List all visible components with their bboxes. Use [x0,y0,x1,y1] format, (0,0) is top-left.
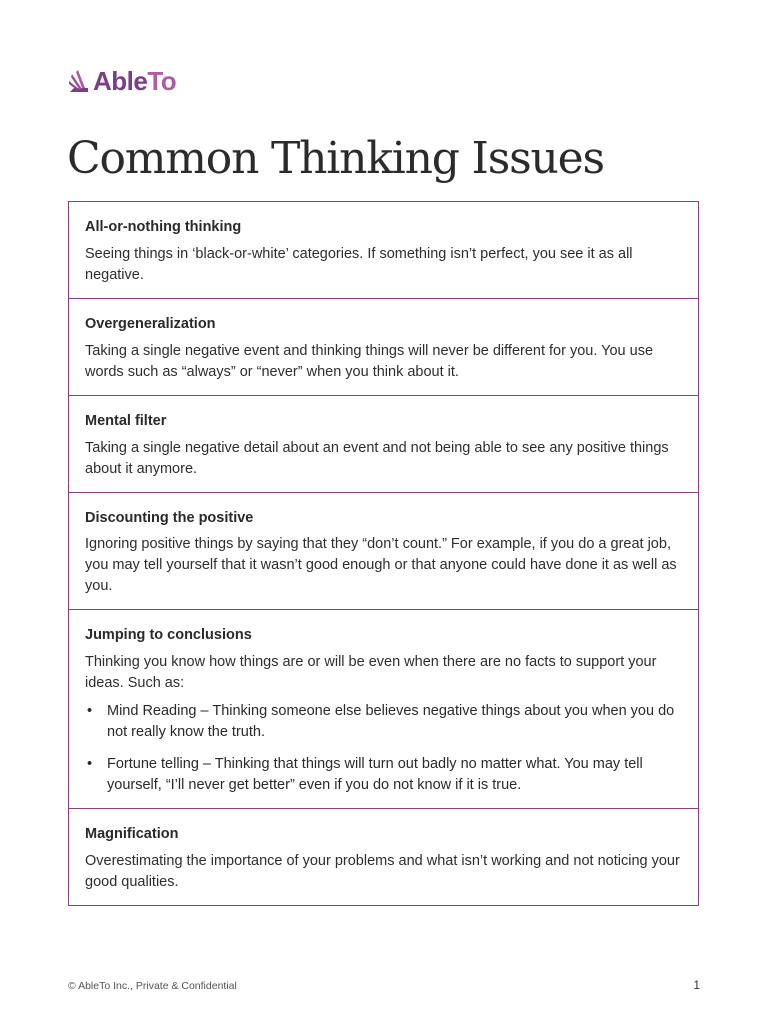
page-title: Common Thinking Issues [67,133,604,184]
issue-title: Jumping to conclusions [85,627,252,644]
issue-row [69,492,698,610]
issue-description: Taking a single negative detail about an event and not being able to see any positive things about it anymore. [85,439,669,477]
issue-row [69,202,698,298]
issue-title: Mental filter [85,412,167,429]
issue-title: Magnification [85,826,179,843]
issue-row [69,395,698,492]
issue-row [69,609,698,808]
ableto-logo [68,68,176,94]
issue-row [69,808,698,905]
issue-description: Thinking you know how things are or will be even when there are no facts to support your ideas. Such as: [85,654,657,692]
issue-description: Taking a single negative event and thinking things will never be different for you. You use words such as “always” or “never” when you think about it. [85,342,654,380]
issue-description: Seeing things in ‘black-or-white’ categories. If something isn’t perfect, you see it as all negative. [85,245,633,283]
logo-wordmark: AbleTo [93,66,177,96]
issue-description: Ignoring positive things by saying that they “don’t count.” For example, if you do a great job, you may tell yourself that it wasn’t good enough or that anyone could have done it as well as you. [85,536,677,595]
bullet-icon: • [87,703,93,720]
issue-title: Overgeneralization [85,315,216,332]
issue-bullet-list [85,701,682,796]
bullet-item: • Fortune telling – Thinking that things will turn out badly no matter what. You may tell yourself, “I’ll never get better” even if you do not know if it is true. [87,756,643,794]
issue-row [69,298,698,395]
bullet-icon: • [87,756,93,773]
issue-description: Overestimating the importance of your problems and what isn’t working and not noticing your good qualities. [85,853,680,891]
issue-title: Discounting the positive [85,509,254,526]
logo-mark-icon [68,68,90,94]
issues-table [68,201,699,906]
footer-copyright: © AbleTo Inc., Private & Confidential [68,980,237,992]
bullet-item: • Mind Reading – Thinking someone else believes negative things about you when you do not really know the truth. [87,703,675,741]
page-number: 1 [693,978,700,992]
issue-title: All-or-nothing thinking [85,219,242,235]
